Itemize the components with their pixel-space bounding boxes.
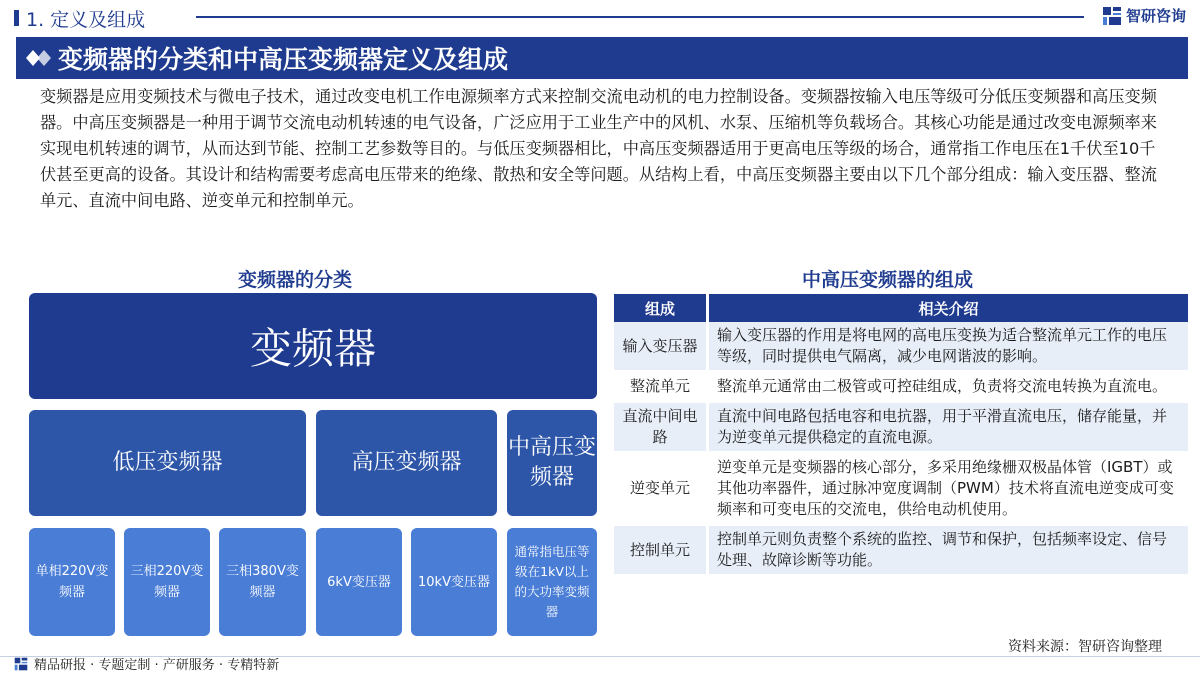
column-header-description: 相关介绍 xyxy=(706,294,1188,322)
row-description: 逆变单元是变频器的核心部分，多采用绝缘栅双极晶体管（IGBT）或其他功率器件，通过脉冲宽度调制（PWM）技术将直流电逆变成可变频率和可变电压的交流电，供给电动机使用。 xyxy=(706,454,1188,526)
column-header-component: 组成 xyxy=(614,294,706,322)
table-row xyxy=(614,322,1188,373)
section-label: 1. 定义及组成 xyxy=(26,9,146,31)
classification-root: 变频器 xyxy=(29,293,597,399)
row-description: 整流单元通常由二极管或可控硅组成，负责将交流电转换为直流电。 xyxy=(706,373,1188,403)
composition-table xyxy=(614,294,1188,577)
table-row xyxy=(614,526,1188,577)
classification-title: 变频器的分类 xyxy=(238,269,353,291)
header-divider xyxy=(196,16,1084,18)
brand-logo-icon xyxy=(1102,6,1122,26)
brand-logo-icon xyxy=(14,657,28,671)
row-component: 输入变压器 xyxy=(614,322,706,373)
diamond-icon xyxy=(26,48,52,68)
leaf-6kv: 6kV变压器 xyxy=(316,528,402,636)
category-high-voltage: 高压变频器 xyxy=(316,410,497,516)
row-component: 控制单元 xyxy=(614,526,706,577)
table-row xyxy=(614,403,1188,454)
row-component: 直流中间电路 xyxy=(614,403,706,454)
leaf-three-phase-380v: 三相380V变频器 xyxy=(219,528,306,636)
composition-title: 中高压变频器的组成 xyxy=(802,269,974,291)
brand-logo xyxy=(1102,5,1186,26)
source-note: 资料来源：智研咨询整理 xyxy=(1008,639,1162,655)
section-marker xyxy=(14,10,19,26)
row-component: 整流单元 xyxy=(614,373,706,403)
table-header-row xyxy=(614,294,1188,322)
row-description: 直流中间电路包括电容和电抗器，用于平滑直流电压，储存能量，并为逆变单元提供稳定的直流电源。 xyxy=(706,403,1188,454)
intro-paragraph: 变频器是应用变频技术与微电子技术，通过改变电机工作电源频率方式来控制交流电动机的电力控制设备。变频器按输入电压等级可分低压变频器和高压变频器。中高压变频器是一种用于调节交流电动机转速的电气设备，广泛应用于工业生产中的风机、水泵、压缩机等负载场合。其核心功能是通过改变电源频率来实现电机转速的调节，从而达到节能、控制工艺参数等目的。与低压变频器相比，中高压变频器适用于更高电压等级的场合，通常指工作电压在1千伏至10千伏甚至更高的设备。其设计和结构需要考虑高电压带来的绝缘、散热和安全等问题。从结构上看，中高压变频器主要由以下几个部分组成：输入变压器、整流单元、直流中间电路、逆变单元和控制单元。 xyxy=(40,87,1157,210)
table-row xyxy=(614,373,1188,403)
category-medium-high-voltage: 中高压变频器 xyxy=(507,410,597,516)
row-component: 逆变单元 xyxy=(614,454,706,526)
row-description: 控制单元则负责整个系统的监控、调节和保护，包括频率设定、信号处理、故障诊断等功能。 xyxy=(706,526,1188,577)
table-row xyxy=(614,454,1188,526)
brand-name: 智研咨询 xyxy=(1125,7,1186,25)
footer-text: 精品研报 · 专题定制 · 产研服务 · 专精特新 xyxy=(34,658,280,673)
top-bar xyxy=(0,0,1200,34)
category-low-voltage: 低压变频器 xyxy=(29,410,306,516)
leaf-single-phase-220v: 单相220V变频器 xyxy=(29,528,115,636)
leaf-three-phase-220v: 三相220V变频器 xyxy=(124,528,210,636)
row-description: 输入变压器的作用是将电网的高电压变换为适合整流单元工作的电压等级，同时提供电气隔离，减少电网谐波的影响。 xyxy=(706,322,1188,373)
title-banner xyxy=(16,37,1188,79)
leaf-10kv: 10kV变压器 xyxy=(411,528,497,636)
page-title: 变频器的分类和中高压变频器定义及组成 xyxy=(58,45,509,74)
footer xyxy=(14,654,279,673)
leaf-medium-high-description: 通常指电压等级在1kV以上的大功率变频器 xyxy=(507,528,597,636)
